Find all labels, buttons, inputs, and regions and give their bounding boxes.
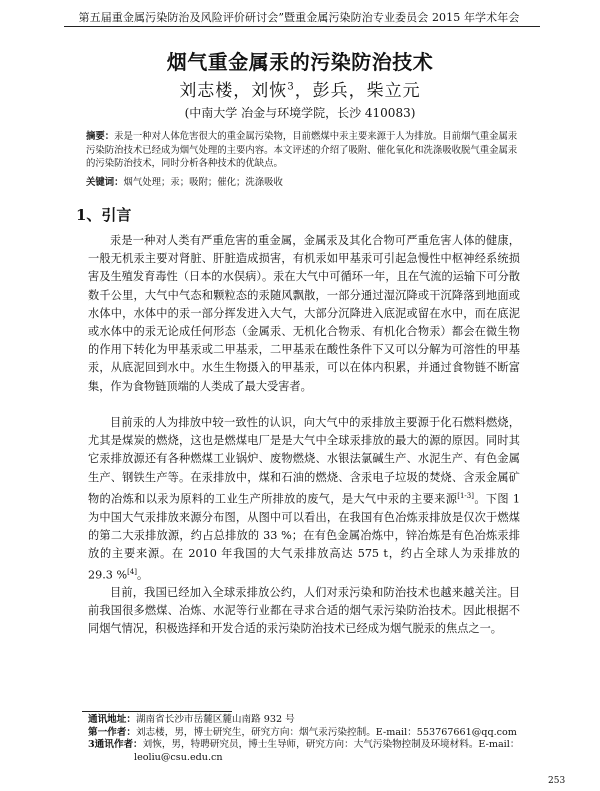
first-author-text: 刘志楼，男，博士研究生，研究方向：烟气汞污染控制。E-mail：553767661@qq.com xyxy=(135,726,517,738)
abstract xyxy=(86,130,520,171)
footnotes xyxy=(88,714,528,764)
authors-before: 刘志楼，刘恢 xyxy=(179,81,288,101)
first-author-label: 第一作者： xyxy=(88,726,136,738)
page-number: 253 xyxy=(548,776,566,786)
running-header: 第五届重金属污染防治及风险评价研讨会”暨重金属污染防治专业委员会 2015 年学术年会 xyxy=(78,11,520,24)
footnote-first-author xyxy=(88,727,528,740)
address-text: 湖南省长沙市岳麓区麓山南路 932 号 xyxy=(135,714,295,725)
citation-ref: [4] xyxy=(127,568,138,577)
paragraph-2-text: 目前汞的人为排放中较一致性的认识，向大气中的汞排放主要源于化石燃料燃烧，尤其是煤炭的燃烧，这也是燃煤电厂是是大气中全球汞排放的最大的源的原因。同时其它汞排放源还有各种燃煤工业锅炉、废物燃烧、水银法氯碱生产、水泥生产、有色金属生产、钢铁生产等。在汞排放中，煤和石油的燃烧、含汞电子垃圾的焚烧、含汞金属矿物的冶炼和以汞为原料的工业生产所排放的废气，是大气中汞的主要来源 xyxy=(88,416,520,506)
corr-author-label: 3通讯作者： xyxy=(88,739,143,750)
footnote-address xyxy=(88,714,528,727)
keywords-label: 关键词： xyxy=(86,177,124,188)
footnote-email[interactable]: leoliu@csu.edu.cn xyxy=(134,751,223,763)
address-label: 通讯地址： xyxy=(88,714,136,725)
author-sup: 3 xyxy=(287,81,295,93)
citation-ref: [1-3] xyxy=(457,491,474,500)
authors-after: ，彭兵，柴立元 xyxy=(294,81,421,101)
header-rule xyxy=(64,26,540,27)
footnote-rule xyxy=(82,711,232,712)
author-line xyxy=(0,76,600,101)
footnote-corresponding-author xyxy=(88,739,528,752)
keywords-text: 烟气处理；汞；吸附；催化；洗涤吸收 xyxy=(123,177,283,188)
paragraph-3: 目前，我国已经加入全球汞排放公约，人们对汞污染和防治技术也越来越关注。目前我国很多燃煤、冶炼、水泥等行业都在寻求合适的烟气汞污染防治技术。因此根据不同烟气情况，积极选择和开发合适的汞污染防治技术已经成为烟气脱汞的焦点之一。 xyxy=(88,586,520,636)
abstract-label: 摘要： xyxy=(86,131,115,142)
paragraph-2-text-cont: 。下图 1 为中国大气汞排放来源分布图，从图中可以看出，在我国有色冶炼汞排放是仅次于燃煤的第二大汞排放源，约占总排放的 33 %；在有色金属冶炼中，锌冶炼是有色冶炼汞排放的主要来源。在 2010 年我国的大气汞排放高达 575 t，约占全球人为汞排放的 29.3 % xyxy=(88,492,520,583)
section-heading-intro: 1、引言 xyxy=(76,206,132,224)
paper-title: 烟气重金属汞的污染防治技术 xyxy=(166,50,434,74)
paragraph-2 xyxy=(88,414,520,585)
keywords xyxy=(86,176,520,190)
paragraph-2-end: 。 xyxy=(137,569,149,583)
affiliation: (中南大学 冶金与环境学院，长沙 410083) xyxy=(184,106,416,120)
corr-author-text: 刘恢，男，特聘研究员，博士生导师，研究方向：大气污染物控制及环境材料。E-mail： xyxy=(142,739,520,750)
abstract-text: 汞是一种对人体危害很大的重金属污染物，目前燃煤中汞主要来源于人为排放。目前烟气重金属汞污染防治技术已经成为烟气处理的主要内容。本文评述的介绍了吸附、催化氧化和洗涤吸收脱气重金属汞的污染防治技术，同时分析各种技术的优缺点。 xyxy=(86,131,518,169)
paragraph-1: 汞是一种对人类有严重危害的重金属，金属汞及其化合物可严重危害人体的健康，一般无机汞主要对肾脏、肝脏造成损害，有机汞如甲基汞可引起急慢性中枢神经系统损害及生殖发育毒性（日本的水俣病）。汞在大气中可循环一年，且在气流的运输下可分散数千公里，大气中气态和颗粒态的汞随风飘散，一部分通过湿沉降或干沉降落到地面或水体中，水体中的汞一部分挥发进入大气，大部分沉降进入底泥或留在水中，而在底泥或水体中的汞无论成任何形态（金属汞、无机化合物汞、有机化合物汞）都会在微生物的作用下转化为甲基汞或二甲基汞，二甲基汞在酸性条件下又可以分解为可溶性的甲基汞，从底泥回到水中。水生生物摄入的甲基汞，可以在体内积累，并通过食物链不断富集，作为食物链顶端的人类成了最大受害者。 xyxy=(88,234,520,393)
